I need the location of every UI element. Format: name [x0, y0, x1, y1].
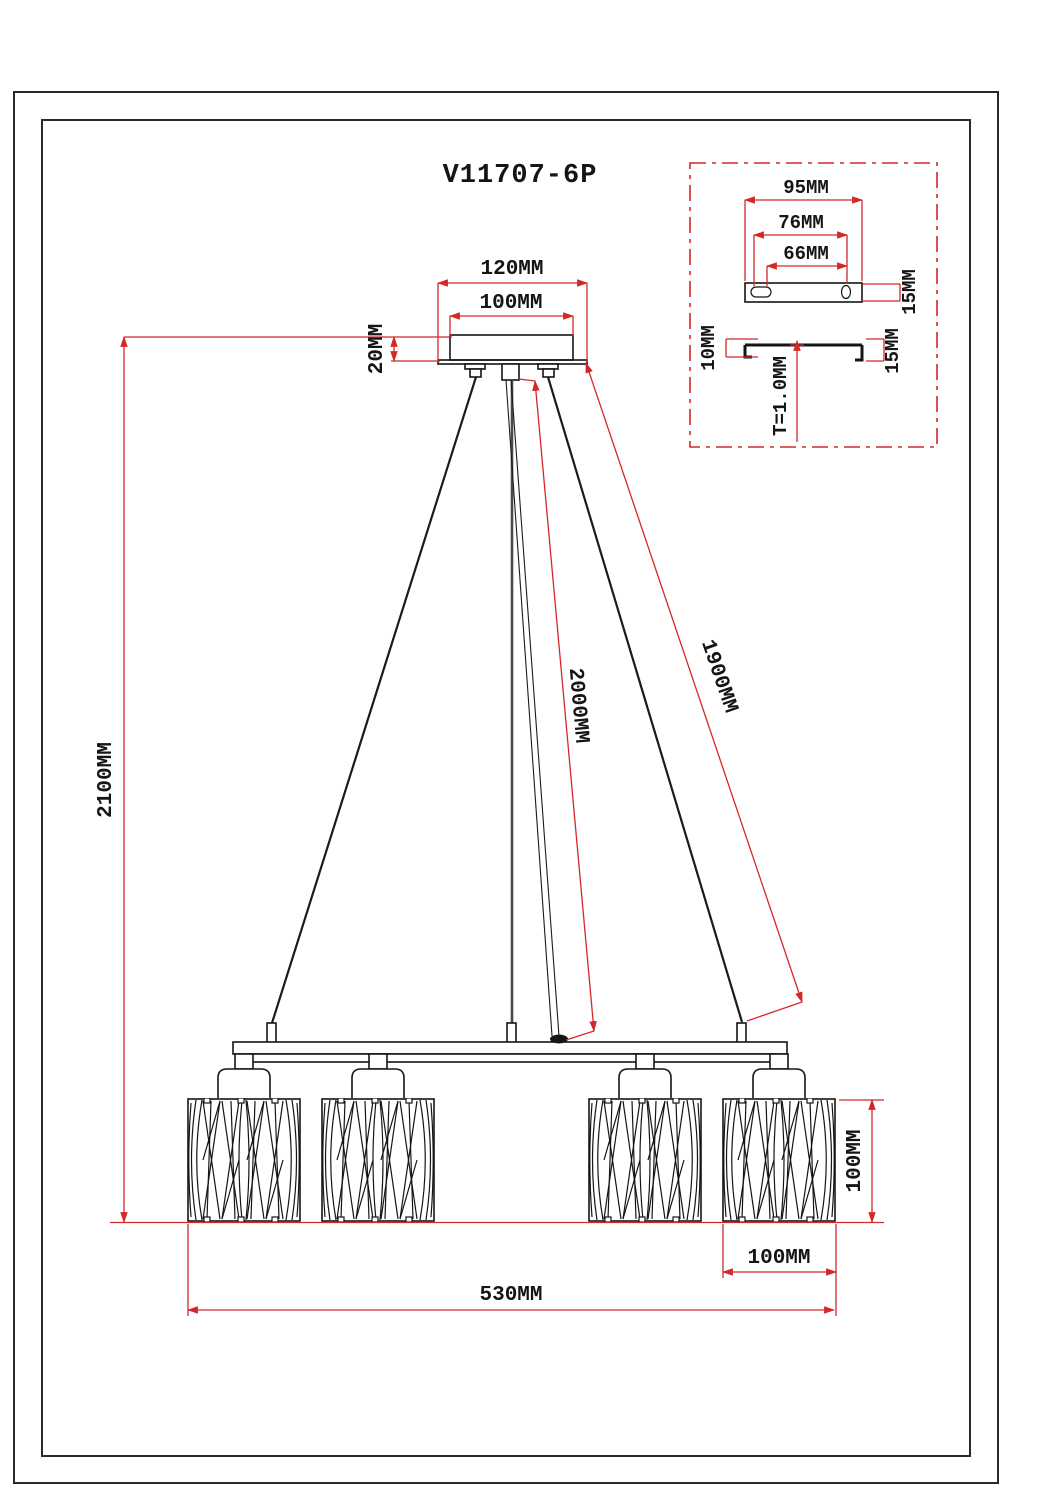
ring-frame	[233, 1023, 787, 1062]
wire-length-label: 1900MM	[695, 637, 742, 717]
frame-width-label: 530MM	[479, 1284, 543, 1307]
dimension-cord-length	[519, 379, 594, 1040]
mounting-bracket-detail	[690, 163, 937, 447]
overall-drop-label: 2100MM	[95, 742, 118, 818]
suspension-wires	[272, 377, 742, 1036]
flange-right-label: 15MM	[882, 328, 904, 374]
dimension-thickness	[770, 341, 804, 442]
shade-height-label: 100MM	[844, 1129, 867, 1193]
dimension-flange-right	[866, 328, 904, 374]
canopy-inner-label: 100MM	[479, 292, 543, 315]
dimension-canopy-inner	[450, 292, 573, 336]
power-cord-line-2	[511, 380, 559, 1036]
cord-anchor	[550, 1035, 568, 1044]
bracket-profile	[745, 345, 862, 360]
lamp-2	[322, 1054, 434, 1222]
left-suspension-wire	[272, 377, 476, 1023]
bracket-width-label: 95MM	[783, 177, 829, 199]
dimension-shade-height	[839, 1100, 884, 1222]
dimension-hole-inner-spacing	[767, 243, 847, 286]
dimension-frame-width	[188, 1224, 836, 1316]
bracket-depth-label: 15MM	[899, 269, 921, 315]
dimension-canopy-height	[366, 324, 440, 374]
flange-left-label: 10MM	[698, 325, 720, 371]
hole-center-spacing-label: 76MM	[778, 212, 824, 234]
dimension-wire-length	[586, 363, 802, 1021]
ceiling-canopy	[438, 335, 587, 380]
dimension-flange-left	[698, 325, 758, 371]
drawing-title: V11707-6P	[442, 161, 598, 191]
lamp-1	[188, 1054, 300, 1222]
dimension-bracket-depth	[862, 269, 921, 315]
cord-length-label: 2000MM	[562, 666, 593, 745]
thickness-label: T=1.0MM	[770, 356, 792, 436]
lamp-3	[589, 1054, 701, 1222]
lamp-4	[723, 1054, 835, 1222]
canopy-outer-label: 120MM	[480, 258, 544, 281]
shade-width-label: 100MM	[747, 1247, 811, 1270]
hole-inner-spacing-label: 66MM	[783, 243, 829, 265]
canopy-height-label: 20MM	[366, 323, 389, 375]
dimension-shade-width	[723, 1224, 836, 1278]
